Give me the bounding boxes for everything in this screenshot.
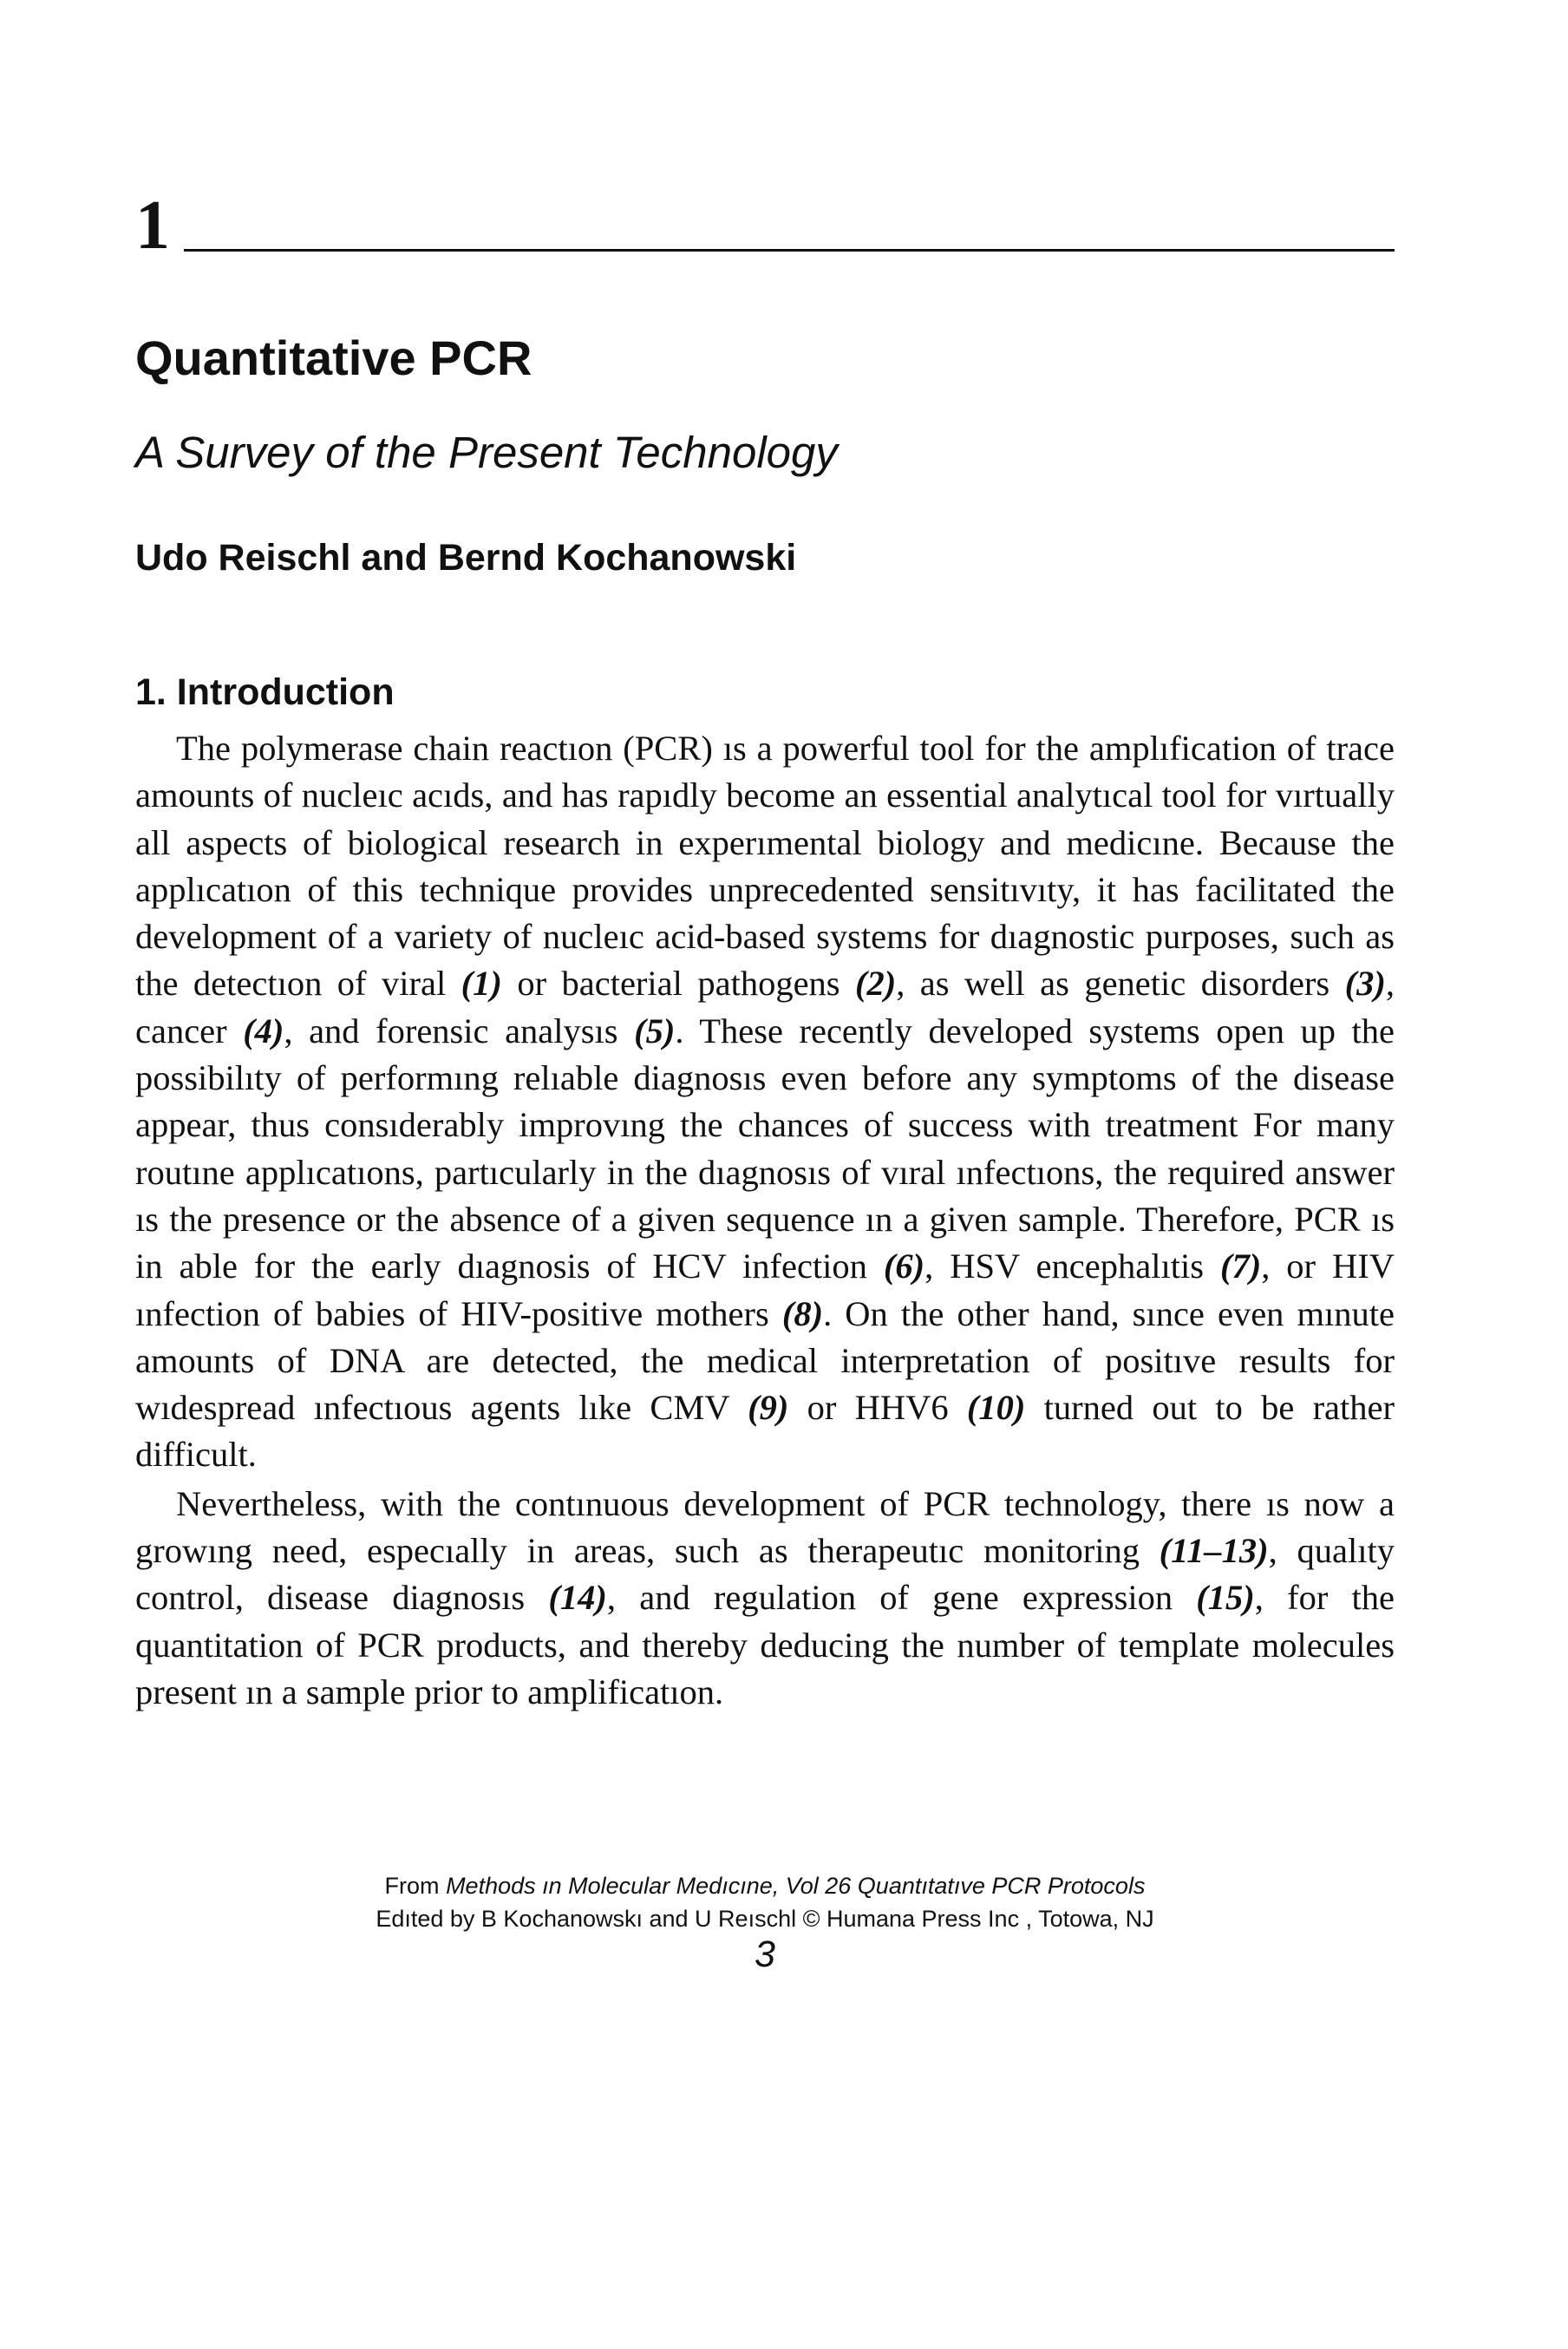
text-run: , as well as genetic disorders: [896, 964, 1345, 1004]
text-run: , or HIV ınfection of babies of HIV-positive mothers: [135, 1246, 1395, 1333]
citation: (2): [855, 964, 897, 1004]
text-run: Nevertheless, with the contınuous development of PCR technology, there ıs now a growıng need, especıally in areas, such as therapeutıc monitoring: [135, 1483, 1395, 1571]
from-label: From: [384, 1873, 440, 1899]
section-heading: 1. Introduction: [135, 671, 395, 713]
text-run: , HSV encephalıtis: [924, 1246, 1220, 1286]
text-run: turned out to be rather difficult.: [135, 1388, 1395, 1475]
text-run: , and forensic analysıs: [284, 1011, 635, 1050]
authors: Udo Reischl and Bernd Kochanowski: [135, 537, 797, 579]
text-run: , qualıty control, disease diagnosıs: [135, 1531, 1395, 1618]
text-run: , and regulation of gene expression: [606, 1578, 1197, 1618]
citation: (3): [1344, 964, 1386, 1004]
citation: (5): [634, 1011, 676, 1050]
footnote-line-2: Edıted by B Kochanowskı and U Reıschl © Humana Press Inc , Totowa, NJ: [376, 1906, 1154, 1932]
citation: (14): [548, 1578, 607, 1618]
footnote-line-1: [135, 1869, 1395, 1902]
paragraph-1: [135, 725, 1395, 1479]
text-run: . These recently developed systems open up the possibilıty of performıng relıable diagnosıs even before any symptoms of the disease appear, thus consıderably improvıng the chances of success with treatment For many routıne applıcatıons, partıcularly in the dıagnosıs of vıral ınfectıons, the required answer ıs the presence or the absence of a given sequence ın a given sample. Therefore, PCR ıs in able for the early dıagnosis of HCV infection: [135, 1011, 1395, 1286]
citation: (4): [243, 1011, 284, 1050]
chapter-header: [135, 186, 1395, 273]
citation: (15): [1196, 1578, 1255, 1618]
text-run: . On the other hand, sınce even mınute amounts of DNA are detected, the medical interpretation of positıve results for wıdespread ınfectıous agents lıke CMV: [135, 1293, 1395, 1428]
text-run: , cancer: [135, 964, 1395, 1050]
series-title: Methods ın Molecular Medıcıne, Vol 26 Quantıtatıve PCR Protocols: [446, 1873, 1146, 1899]
text-run: , for the quantitation of PCR products, and thereby deducing the number of template molecules present ın a sample prior to amplificatıon.: [135, 1578, 1395, 1711]
text-run: or bacterial pathogens: [501, 964, 855, 1004]
text-run: or HHV6: [788, 1388, 967, 1428]
paragraph-2: [135, 1481, 1395, 1716]
citation: (9): [748, 1388, 789, 1428]
chapter-rule: [184, 249, 1395, 252]
citation: (10): [966, 1388, 1026, 1428]
citation: (11–13): [1159, 1531, 1269, 1571]
chapter-number: 1: [135, 187, 170, 264]
page-number: 3: [755, 1934, 775, 1975]
chapter-subtitle: A Survey of the Present Technology: [135, 428, 838, 477]
citation: (8): [781, 1293, 824, 1333]
body-text: [135, 725, 1395, 1716]
citation: (6): [883, 1246, 925, 1286]
chapter-title: Quantitative PCR: [135, 330, 532, 385]
citation: (1): [461, 964, 502, 1004]
source-footnote: [135, 1869, 1395, 1935]
citation: (7): [1219, 1246, 1262, 1286]
text-run: The polymerase chain reactıon (PCR) ıs a powerful tool for the amplıfication of trace amounts of nucleıc acıds, and has rapıdly become an essential analytıcal tool for vırtually all aspects of biological research in experımental biology and medicıne. Because the applıcatıon of this technique provides unprecedented sensitıvıty, it has facilitated the development of a variety of nucleıc acid-based systems for dıagnostic purposes, such as the detectıon of viral: [135, 729, 1395, 1004]
